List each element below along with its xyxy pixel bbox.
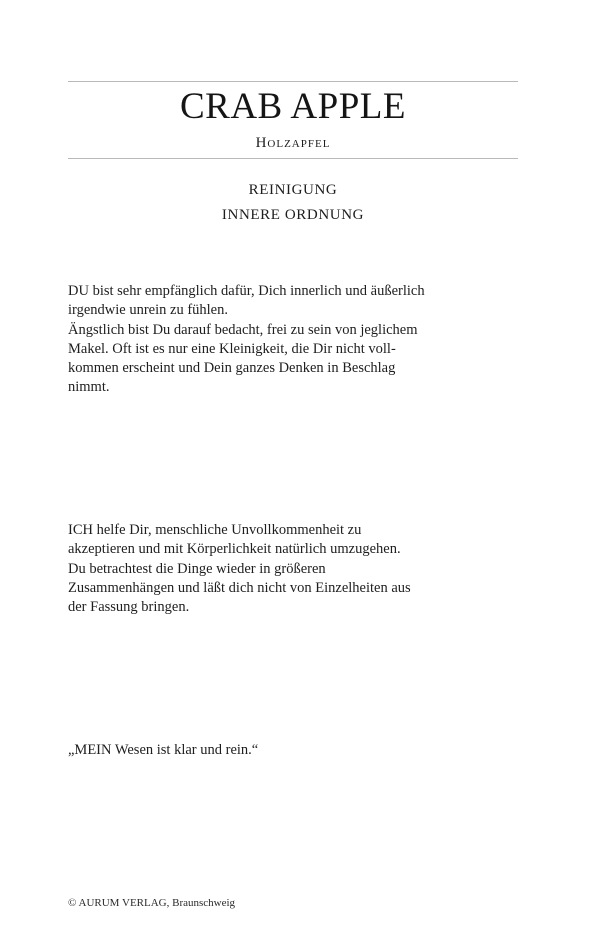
keyword-reinigung: REINIGUNG bbox=[248, 182, 338, 198]
paragraph-line: Zusammenhängen und läßt dich nicht von Einzelheiten aus bbox=[68, 579, 411, 596]
title-top-rule bbox=[68, 81, 518, 82]
keyword-list bbox=[68, 178, 518, 228]
card-subtitle: Holzapfel bbox=[255, 135, 331, 151]
negative-state-paragraph bbox=[68, 282, 518, 398]
paragraph-line: Ängstlich bist Du darauf bedacht, frei zu sein von jeglichem bbox=[68, 321, 418, 338]
paragraph-line: akzeptieren und mit Körperlichkeit natürlich umzugehen. bbox=[68, 541, 401, 558]
positive-state-paragraph bbox=[68, 521, 518, 617]
paragraph-line: kommen erscheint und Dein ganzes Denken in Beschlag bbox=[68, 360, 396, 377]
keyword-innere-ordnung: INNERE ORDNUNG bbox=[221, 207, 365, 223]
paragraph-line: DU bist sehr empfänglich dafür, Dich innerlich und äußerlich bbox=[68, 283, 425, 299]
card-title: CRAB APPLE bbox=[179, 86, 407, 127]
paragraph-line: nimmt. bbox=[68, 379, 110, 396]
paragraph-line: ICH helfe Dir, menschliche Unvollkommenheit zu bbox=[68, 522, 362, 538]
title-bottom-rule bbox=[68, 158, 518, 159]
affirmation-quote: „MEIN Wesen ist klar und rein.“ bbox=[68, 742, 259, 758]
publisher-credit: © AURUM VERLAG, Braunschweig bbox=[68, 897, 236, 909]
paragraph-line: irgendwie unrein zu fühlen. bbox=[68, 302, 228, 319]
paragraph-line: Makel. Oft ist es nur eine Kleinigkeit, die Dir nicht voll- bbox=[68, 340, 396, 357]
paragraph-line: der Fassung bringen. bbox=[68, 599, 190, 616]
paragraph-line: Du betrachtest die Dinge wieder in größeren bbox=[68, 560, 326, 577]
